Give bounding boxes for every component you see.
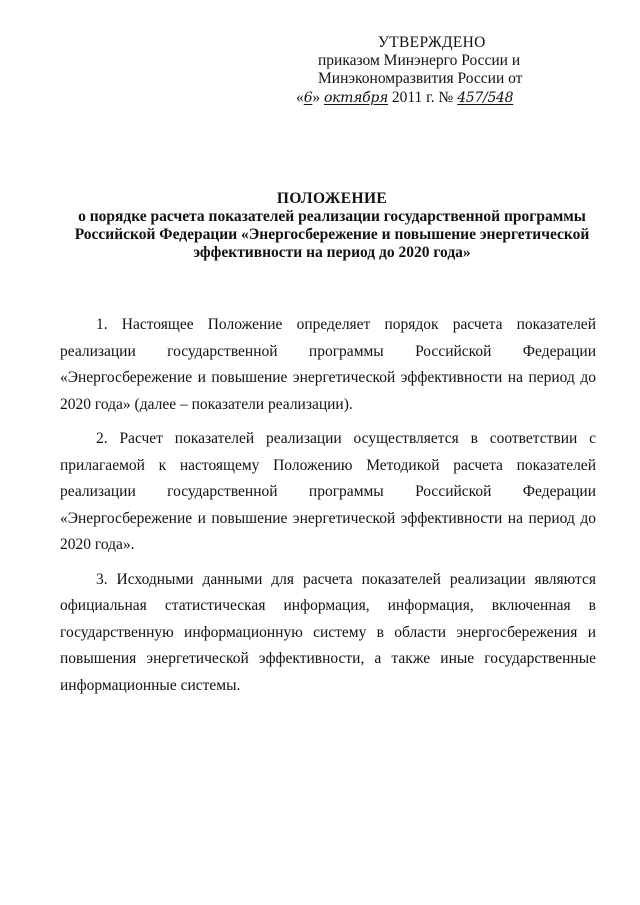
handwritten-month: октября <box>323 90 388 106</box>
approval-stamp <box>296 34 618 107</box>
handwritten-day: 6 <box>303 90 313 106</box>
title-line-3: эффективности на период до 2020 года» <box>193 244 471 261</box>
approval-order-line-1: приказом Минэнерго России и <box>318 52 521 69</box>
approval-heading: УТВЕРЖДЕНО <box>378 34 486 51</box>
title-main: ПОЛОЖЕНИЕ <box>276 190 388 207</box>
date-year-text: 2011 г. № <box>391 89 454 106</box>
date-close-quote: » <box>312 89 321 106</box>
handwritten-order-number: 457/548 <box>457 90 514 106</box>
document-body <box>60 312 596 707</box>
date-open-quote: « <box>296 89 304 106</box>
paragraph-2: 2. Расчет показателей реализации осуществляется в соответствии с прилагаемой к настоящему Положению Методикой расчета показателей реализации государственной программы Российской Федерации «Энергосбережение и повышение энергетической эффективности на период до 2020 года». <box>60 430 596 553</box>
approval-order-line-2: Минэкономразвития России от <box>318 70 523 87</box>
title-line-2: Российской Федерации «Энергосбережение и повышение энергетической <box>74 226 590 243</box>
paragraph-1: 1. Настоящее Положение определяет порядок расчета показателей реализации государственной программы Российской Федерации «Энергосбережение и повышение энергетической эффективности на период до 2020 года» (далее – показатели реализации). <box>60 316 596 413</box>
title-line-1: о порядке расчета показателей реализации государственной программы <box>78 208 586 225</box>
document-title <box>56 190 608 262</box>
paragraph-3: 3. Исходными данными для расчета показателей реализации являются официальная статистическая информация, информация, включенная в государственную информационную систему в области энергосбережения и повышения энергетической эффективности, а также иные государственные информационные системы. <box>60 570 596 694</box>
approval-date-line <box>296 89 618 107</box>
